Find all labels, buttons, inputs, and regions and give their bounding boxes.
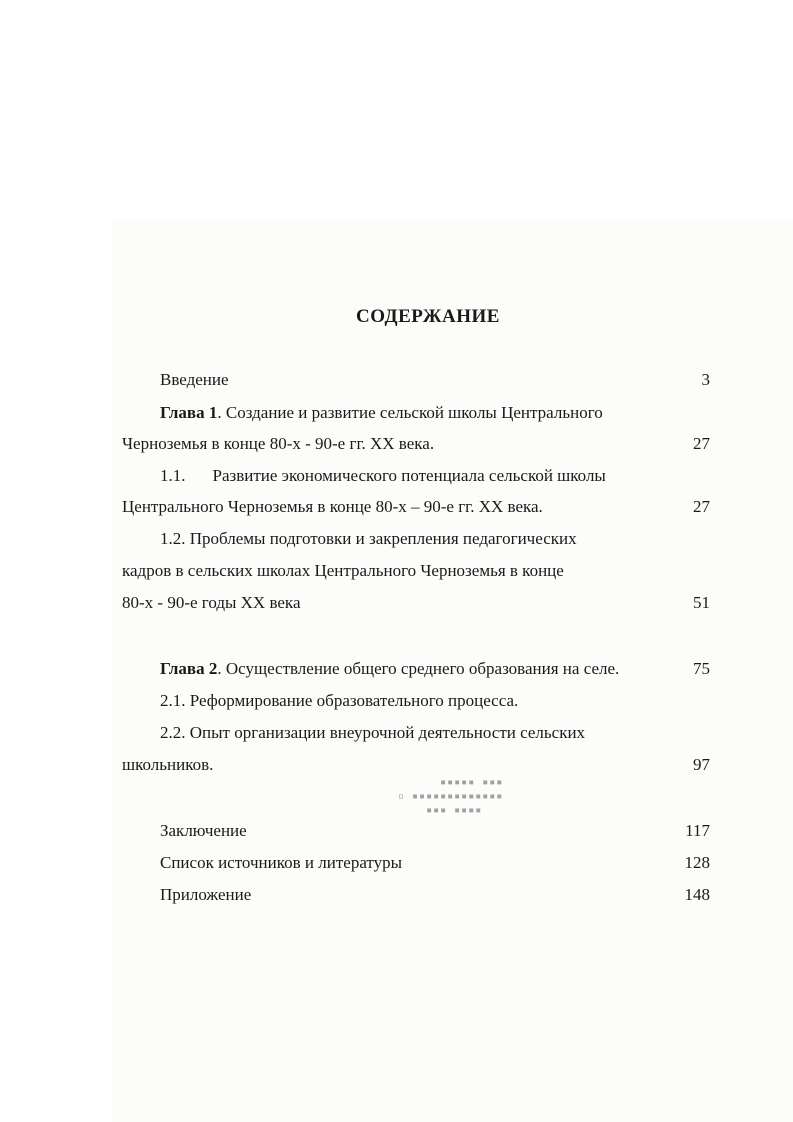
toc-page-conclusion: 117 xyxy=(685,821,710,840)
toc-page-appendix: 148 xyxy=(684,885,710,904)
toc-page-chapter-2: 75 xyxy=(693,659,710,678)
toc-page-section-1-2: 51 xyxy=(693,593,710,612)
page-title: СОДЕРЖАНИЕ xyxy=(356,306,500,327)
chapter-2-label: Глава 2 xyxy=(160,659,218,678)
toc-entry-sources: Список источников и литературы xyxy=(160,853,403,872)
section-2-2-title-line-1: 2.2. Опыт организации внеурочной деятельности сельских xyxy=(160,723,586,742)
section-1-2-title-line-2: кадров в сельских школах Центрального Черноземья в конце xyxy=(122,561,564,580)
chapter-1-label: Глава 1 xyxy=(160,403,218,422)
section-1-2-title-line-1: 1.2. Проблемы подготовки и закрепления педагогических xyxy=(160,529,577,548)
section-1-1-number: 1.1. xyxy=(160,466,186,485)
section-2-2-title-line-2: школьников. xyxy=(122,755,214,774)
chapter-2-title: . Осуществление общего среднего образования на селе. xyxy=(217,659,620,678)
toc-page-chapter-1: 27 xyxy=(693,434,710,453)
section-1-2-title-line-3: 80-х - 90-е годы ХХ века xyxy=(122,593,301,612)
toc-entry-chapter-2 xyxy=(160,659,619,679)
toc-page-intro: 3 xyxy=(701,370,710,389)
toc-entry-chapter-1 xyxy=(160,403,603,423)
toc-page-section-1-1: 27 xyxy=(693,497,710,516)
toc-entry-appendix: Приложение xyxy=(160,885,252,904)
chapter-1-title-line-2: Черноземья в конце 80-х - 90-е гг. ХХ века. xyxy=(122,434,435,453)
section-2-1-title: 2.1. Реформирование образовательного процесса. xyxy=(160,691,519,710)
toc-entry-conclusion: Заключение xyxy=(160,821,247,840)
library-stamp: ▪▪▪▪▪ ▪▪▪ ▫ ▪▪▪▪▪▪▪▪▪▪▪▪▪ ▪▪▪ ▪▪▪▪ xyxy=(398,777,504,816)
section-1-1-title-line-1: Развитие экономического потенциала сельской школы xyxy=(212,466,606,485)
section-1-1-title-line-2: Центрального Черноземья в конце 80-х – 90-е гг. ХХ века. xyxy=(122,497,543,516)
toc-entry-intro: Введение xyxy=(160,370,229,389)
toc-page-sources: 128 xyxy=(684,853,710,872)
toc-page-section-2-2: 97 xyxy=(693,755,710,774)
toc-entry-section-1-1 xyxy=(160,466,606,486)
chapter-1-title-line-1: . Создание и развитие сельской школы Центрального xyxy=(217,403,603,422)
